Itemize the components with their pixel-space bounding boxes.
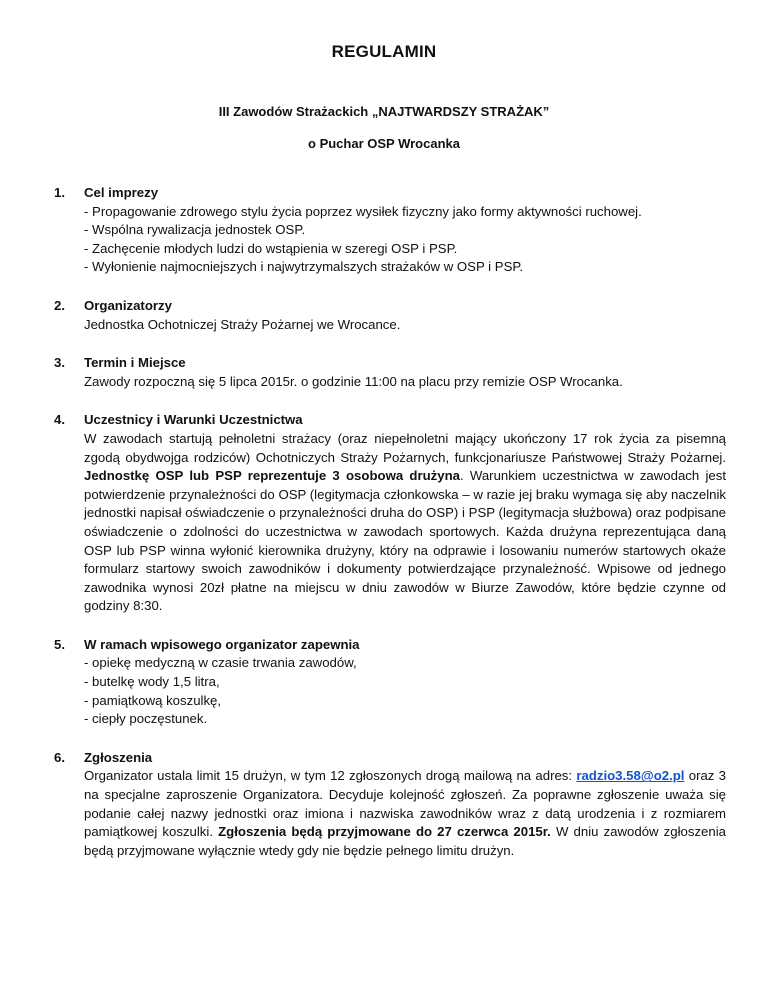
section-number: 3.: [54, 355, 65, 371]
paragraph-text: Organizator ustala limit 15 drużyn, w tym 12 zgłoszonych drogą mailową na adres:: [84, 768, 577, 784]
section-number: 1.: [54, 185, 65, 200]
paragraph-text: W zawodach startują pełnoletni strażacy (oraz niepełnoletni mający ukończony 17 rok życia za pisemną zgodą obydwojga rodziców) Ochotniczych Straży Pożarnych, funkcjonariusze Państwowej Straży Pożarnej.: [84, 430, 726, 465]
section-entry-fee-includes: [54, 636, 726, 729]
section-number: 5.: [54, 636, 65, 652]
list-item: - opiekę medyczną w czasie trwania zawodów,: [84, 655, 357, 671]
section-heading: W ramach wpisowego organizator zapewnia: [84, 636, 360, 652]
section-paragraph: [84, 767, 726, 860]
paragraph-bold-text: Zgłoszenia będą przyjmowane do 27 czerwca 2015r.: [218, 824, 551, 840]
document-subtitle-cup: o Puchar OSP Wrocanka: [308, 136, 460, 151]
section-number: 2.: [54, 297, 65, 313]
paragraph-bold-text: Jednostkę OSP lub PSP reprezentuje 3 osobowa drużyna: [84, 468, 460, 484]
sections-list: [54, 184, 726, 880]
list-item: - Wyłonienie najmocniejszych i najwytrzymalszych strażaków w OSP i PSP.: [84, 259, 524, 275]
section-heading: Organizatorzy: [84, 297, 172, 313]
section-participants: [54, 411, 726, 616]
section-heading: Cel imprezy: [84, 185, 159, 200]
section-heading: Termin i Miejsce: [84, 355, 186, 371]
document-title: REGULAMIN: [331, 42, 437, 61]
paragraph-text: . Warunkiem uczestnictwa w zawodach jest potwierdzenie przynależności do OSP (legitymacja członkowska – w razie jej braku wymaga się aby naczelnik jednostki napisał oświadczenie o przynależności druha do OSP) i PSP (legitymacja służbowa) oraz podpisane oświadczenie o zdolności do uczestnictwa w zawodach sportowych. Każda drużyna reprezentująca daną OSP lub PSP winna wyłonić kierownika drużyny, który na odprawie i losowaniu numerów startowych okaże formularz startowy swoich zawodników i dokumenty potwierdzające przynależność. Wpisowe od jednego zawodnika wynosi 20zł płatne na miejscu w dniu zawodów w Biurze Zawodów, które będzie czynne od godziny 8:30.: [84, 468, 726, 614]
document-subtitle: III Zawodów Strażackich „NAJTWARDSZY STRAŻAK”: [218, 104, 550, 119]
section-organizers: [54, 297, 726, 334]
section-number: 4.: [54, 412, 65, 428]
section-number: 6.: [54, 749, 65, 765]
list-item: - ciepły poczęstunek.: [84, 711, 208, 727]
section-text: Zawody rozpoczną się 5 lipca 2015r. o godzinie 11:00 na placu przy remizie OSP Wrocanka.: [84, 373, 623, 389]
section-registration: [54, 749, 726, 861]
section-heading: Zgłoszenia: [84, 749, 153, 765]
list-item: - Propagowanie zdrowego stylu życia poprzez wysiłek fizyczny jako formy aktywności ruchowej.: [84, 203, 642, 219]
section-date-place: [54, 354, 726, 391]
list-item: - Zachęcenie młodych ludzi do wstąpienia w szeregi OSP i PSP.: [84, 240, 458, 256]
paragraph-text: oraz 3 na specjalne zaproszenie Organizatora. Decyduje kolejność zgłoszeń. Za poprawne zgłoszenie uważa się podanie całej nazwy jednostki oraz imiona i nazwiska zawodników wraz z datą urodzenia i z rozmiarem pamiątkowej koszulki.: [84, 768, 726, 840]
section-goal: [54, 184, 726, 277]
email-link[interactable]: radzio3.58@o2.pl: [576, 768, 685, 784]
list-item: - Wspólna rywalizacja jednostek OSP.: [84, 222, 306, 238]
section-heading: Uczestnicy i Warunki Uczestnictwa: [84, 412, 303, 428]
list-item: - pamiątkową koszulkę,: [84, 692, 222, 708]
list-item: - butelkę wody 1,5 litra,: [84, 674, 220, 690]
section-paragraph: [84, 430, 726, 616]
paragraph-text: W dniu zawodów zgłoszenia będą przyjmowane wyłącznie wtedy gdy nie będzie pełnego limitu drużyn.: [84, 824, 726, 858]
section-text: Jednostka Ochotniczej Straży Pożarnej we Wrocance.: [84, 316, 401, 332]
